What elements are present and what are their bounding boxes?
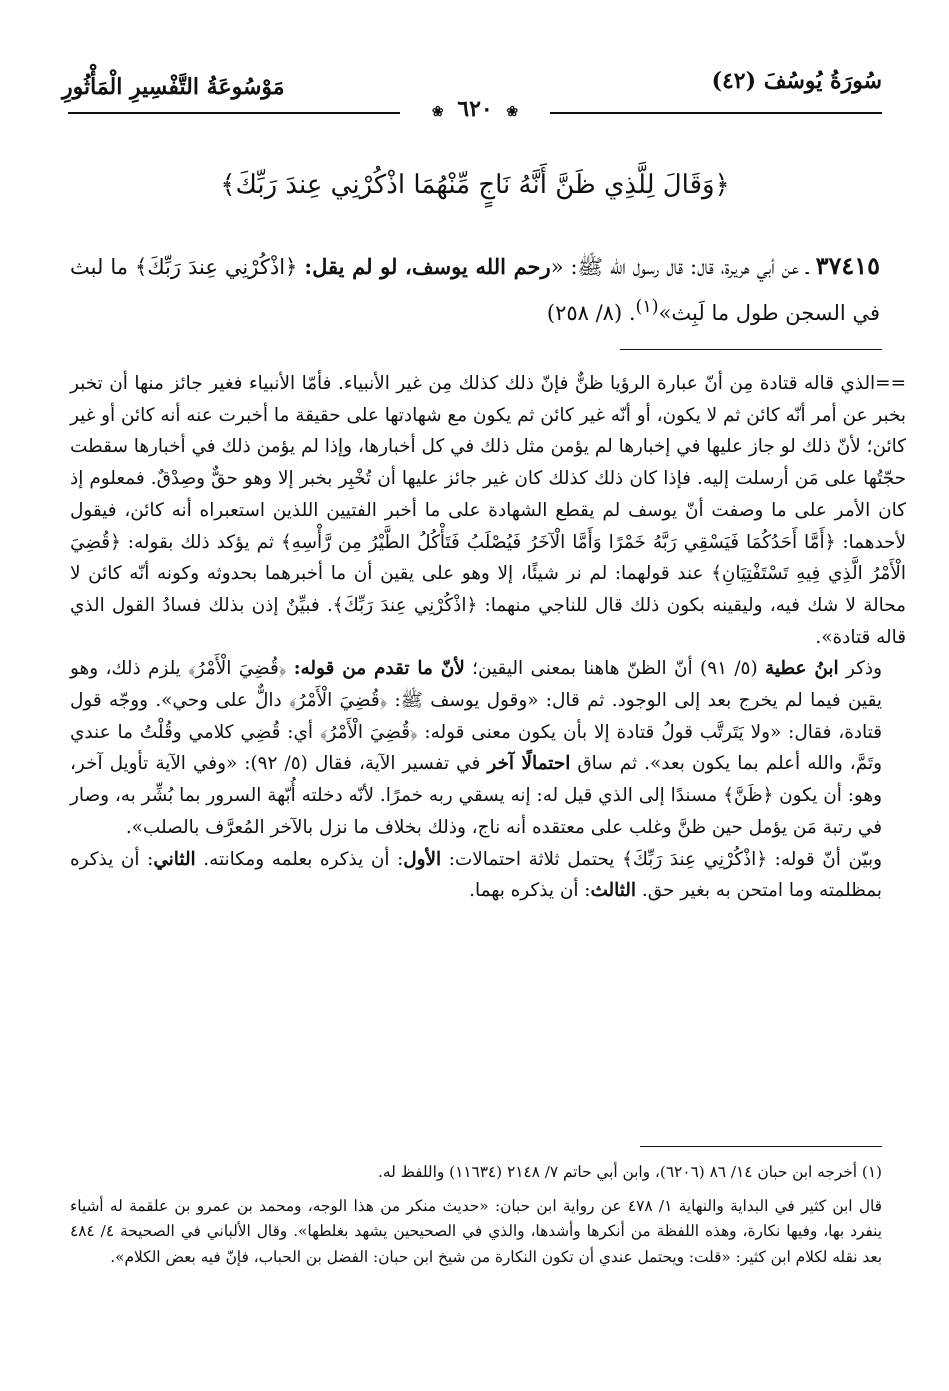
paragraph-text: الذي قاله قتادة مِن أنّ عبارة الرؤيا ظنٌّ فإنّ ذلك كذلك مِن غير الأنبياء. فأمّا الأنبياء فغير جائز منها أن تخبر بخبر عن أمر أنّه كائن ثم لا يكون، أو أنّه غير كائن ثم يكون مع شهادتها على حقيقة ما أخبرت عنه أنه كائن أو غير كائن؛ لأنّ ذلك لو جاز عليها في إخبارها لم يؤمن مثل ذلك في كل أخبارها، وإذا لم يؤمن ذلك في أخبارها سقطت حجّتُها على مَن أرسلت إليه. فإذا كان ذلك كذلك كان غير جائز عليها أن تُخْبِر بخبر إلا وهو حقٌّ وصِدْقٌ. فمعلوم إذ كان الأمر على ما وصفت أنّ يوسف لم يقطع الشهادة على ما أخبر الفتيين اللذين استعبراه أنه كائن، فيقول لأحدهما: ﴿أَمَّا أَحَدُكُمَا فَيَسْقِي رَبَّهُ خَمْرًا وَأَمَّا الْآخَرُ فَيُصْلَبُ فَتَأْكُلُ الطَّيْرُ مِن رَّأْسِهِ﴾ ثم يؤكد ذلك بقوله: ﴿قُضِيَ الْأَمْرُ الَّذِي فِيهِ تَسْتَفْتِيَانِ﴾ عند قولهما: لم نر شيئًا، إلا وهو على يقين أن ما أخبرهما بحدوثه وكونه أنّه كائن لا محالة لا شك فيه، وليقينه بكون ذلك قال للناجي منهما: ﴿اذْكُرْنِي عِندَ رَبِّكَ﴾. فبيِّنٌ إذن بذلك فسادُ القول الذي قاله قتادة». bbox=[70, 373, 907, 648]
paragraph-text: وذكر bbox=[838, 658, 882, 680]
paragraph-text: : أن يذكره بمظلمته وما امتحن به بغير حق. bbox=[70, 848, 882, 902]
paragraph-text: ﴿قُضِيَ الْأَمْرُ﴾ يلزم ذلك، وهو يقين فيما لم يخرج بعد إلى الوجود. ثم قال: «وقول يوسف ﷺ: ﴿قُضِيَ الْأَمْرُ﴾ دالٌّ على وحي». ووجّه قول قتادة، فقال: «ولا يَتَرتَّب قولُ قتادة إلا بأن يكون معنى قوله: ﴿قُضِيَ الْأَمْرُ﴾ أي: قُضِي كلامي وقُلْتُ ما عندي وتَمَّ، والله أعلم بما يكون بعد». ثم ساق bbox=[70, 658, 882, 775]
book-title: مَوْسُوعَةُ التَّفْسِيرِ الْمَأْثُورِ bbox=[62, 74, 285, 100]
commentary bbox=[70, 368, 907, 907]
hadith-text: ﴿اذْكُرْنِي عِندَ رَبِّكَ﴾ ما لبث في السجن طول ما لَبِث» bbox=[70, 255, 880, 325]
author-name: ابنُ عطية bbox=[765, 658, 839, 680]
footnote-note: قال ابن كثير في البداية والنهاية ١/ ٤٧٨ عن رواية ابن حبان: «حديث منكر من هذا الوجه، ومحمد بن عمرو بن علقمة له أشياء ينفرد بها، وفيها نكارة، وهذه اللفظة من أنكرها وأشدها، والذي في الصحيحين يشهد بغلطها». وقال الألباني في الصحيحة ٤/ ٤٨٤ بعد نقله لكلام ابن كثير: «قلت: ويحتمل عندي أن تكون النكارة من شيخ ابن حبان: الفضل بن الحباب، فإنّ فيه بعض الكلام». bbox=[70, 1196, 882, 1266]
page-number-block bbox=[400, 96, 550, 122]
hadith-citation: . (٨/ ٢٥٨) bbox=[546, 301, 636, 325]
footnote-ref: (١) bbox=[635, 297, 659, 317]
commentary-paragraph bbox=[70, 844, 882, 907]
footnotes bbox=[70, 1160, 882, 1270]
bold-text: الثاني bbox=[153, 848, 196, 870]
paragraph-text: : أن يذكره بعلمه ومكانته. bbox=[195, 848, 404, 870]
hadith-number: ٣٧٤١٥ bbox=[815, 251, 881, 280]
hadith-entry bbox=[70, 246, 880, 333]
commentary-paragraph bbox=[70, 368, 906, 653]
footnote-rule bbox=[640, 1146, 882, 1147]
bold-text: الثالث bbox=[590, 880, 637, 902]
paragraph-text: وبيّن أنّ قوله: ﴿اذْكُرْنِي عِندَ رَبِّكَ﴾ يحتمل ثلاثة احتمالات: bbox=[441, 848, 882, 870]
page-number: ٦٢٠ bbox=[457, 96, 493, 122]
commentary-paragraph bbox=[70, 653, 882, 843]
ornament-icon: ❀ bbox=[431, 104, 444, 120]
bold-text: الأول bbox=[403, 848, 442, 870]
continuation-marker: == bbox=[875, 373, 906, 394]
commentary-rule bbox=[620, 349, 882, 350]
surah-title: سُورَةُ يُوسُفَ (٤٢) bbox=[711, 68, 882, 94]
paragraph-text: (٥/ ٩١) أنّ الظنّ هاهنا بمعنى اليقين؛ bbox=[464, 658, 765, 680]
quran-verse: ﴿وَقَالَ لِلَّذِي ظَنَّ أَنَّهُ نَاجٍ مِّنْهُمَا اذْكُرْنِي عِندَ رَبِّكَ﴾ bbox=[220, 170, 730, 200]
paragraph-text: في تفسير الآية، فقال (٥/ ٩٢): «وفي الآية تأويل آخر، وهو: أن يكون ﴿ظَنَّ﴾ مسندًا إلى الذي قيل له: إنه يسقي ربه خمرًا. لأنّه دخلته أُبّهة السرور بما بُشِّر به، وصار في رتبة مَن يؤمل حين ظنَّ وغلب على معتقده أنه ناج، وذلك بخلاف ما نزل بالآخر المُعرَّف بالصلب». bbox=[70, 753, 882, 838]
hadith-intro: ـ عن أبي هريرة، قال: قال رسول الله ﷺ: « bbox=[550, 255, 816, 279]
bold-text: لأنّ ما تقدم من قوله: bbox=[293, 658, 465, 680]
bold-text: احتمالًا آخر bbox=[487, 753, 571, 775]
paragraph-text: : أن يذكره بهما. bbox=[469, 880, 591, 902]
footnote-1: (١) أخرجه ابن حبان ١٤/ ٨٦ (٦٢٠٦)، وابن أبي حاتم ٧/ ٢١٤٨ (١١٦٣٤) واللفظ له. bbox=[378, 1163, 882, 1181]
ornament-icon: ❀ bbox=[506, 104, 519, 120]
hadith-quote-bold: رحم الله يوسف، لو لم يقل: bbox=[304, 254, 551, 279]
